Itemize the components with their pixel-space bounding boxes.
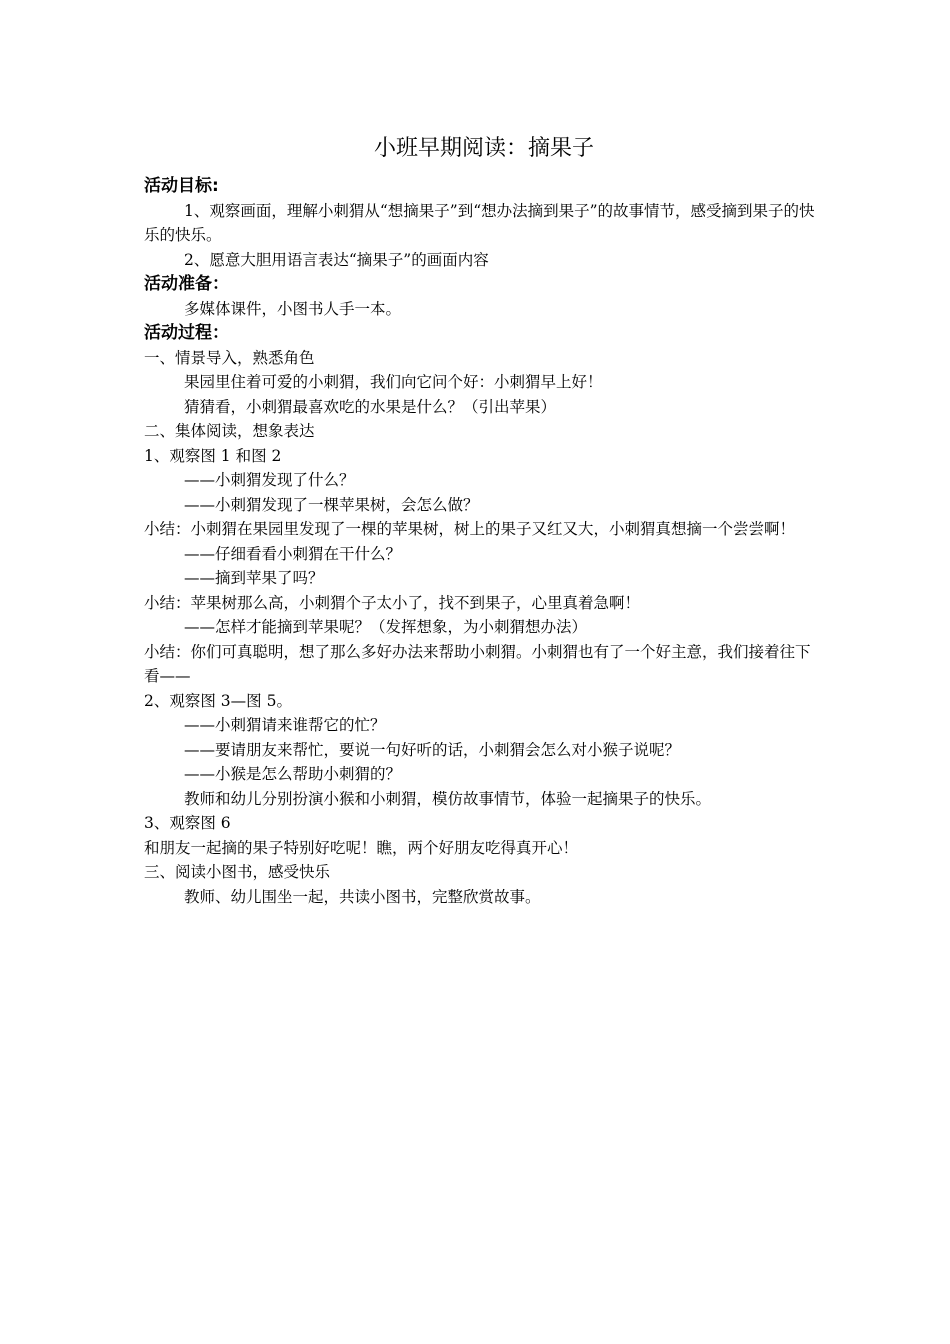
question-line: ——小刺猬请来谁帮它的忙？ <box>184 716 386 734</box>
document-body <box>144 132 824 909</box>
page-title: 小班早期阅读：摘果子 <box>373 136 594 161</box>
question-line: ——小猴是怎么帮助小刺猬的？ <box>184 765 402 783</box>
goals-heading: 活动目标: <box>144 176 219 196</box>
question-line: ——小刺猬发现了什么？ <box>184 471 355 489</box>
section-1-paragraph: 果园里住着可爱的小刺猬，我们向它问个好：小刺猬早上好！ <box>184 373 603 391</box>
section-2-subtitle: 3、观察图 6 <box>144 814 231 832</box>
summary-paragraph: 小结：小刺猬在果园里发现了一棵的苹果树，树上的果子又红又大，小刺猬真想摘一个尝尝啊！ <box>144 520 796 538</box>
summary-paragraph: 小结：你们可真聪明，想了那么多好办法来帮助小刺猬。小刺猬也有了一个好主意，我们接着往下看—— <box>144 642 811 685</box>
section-3-paragraph: 教师、幼儿围坐一起，共读小图书，完整欣赏故事。 <box>184 887 541 906</box>
section-3-title: 三、阅读小图书，感受快乐 <box>144 863 331 881</box>
question-line: ——小刺猬发现了一棵苹果树，会怎么做？ <box>184 495 479 514</box>
section-2-subtitle: 2、观察图 3—图 5。 <box>144 691 292 710</box>
section-2-title: 二、集体阅读，想象表达 <box>144 422 315 440</box>
activity-paragraph: 教师和幼儿分别扮演小猴和小刺猬，模仿故事情节，体验一起摘果子的快乐。 <box>184 789 712 808</box>
section-2-text: 和朋友一起摘的果子特别好吃呢！瞧，两个好朋友吃得真开心！ <box>144 838 579 857</box>
section-2-subtitle: 1、观察图 1 和图 2 <box>144 446 282 465</box>
goal-item-1: 1、观察画面，理解小刺猬从“想摘果子”到“想办法摘到果子”的故事情节，感受摘到果子的快乐的快乐。 <box>144 201 815 244</box>
process-heading: 活动过程： <box>144 323 229 343</box>
question-line: ——要请朋友来帮忙，要说一句好听的话，小刺猬会怎么对小猴子说呢？ <box>184 740 681 759</box>
goal-item-2: 2、愿意大胆用语言表达“摘果子”的画面内容 <box>184 250 489 269</box>
preparation-text: 多媒体课件，小图书人手一本。 <box>184 299 402 318</box>
summary-paragraph: 小结：苹果树那么高，小刺猬个子太小了，找不到果子，心里真着急啊！ <box>144 593 641 612</box>
question-line: ——摘到苹果了吗？ <box>184 569 324 587</box>
question-line: ——仔细看看小刺猬在干什么？ <box>184 544 402 563</box>
section-1-paragraph: 猜猜看，小刺猬最喜欢吃的水果是什么？（引出苹果） <box>184 397 557 416</box>
question-line: ——怎样才能摘到苹果呢？（发挥想象，为小刺猬想办法） <box>184 618 588 636</box>
section-1-title: 一、情景导入，熟悉角色 <box>144 348 315 367</box>
preparation-heading: 活动准备： <box>144 274 229 294</box>
